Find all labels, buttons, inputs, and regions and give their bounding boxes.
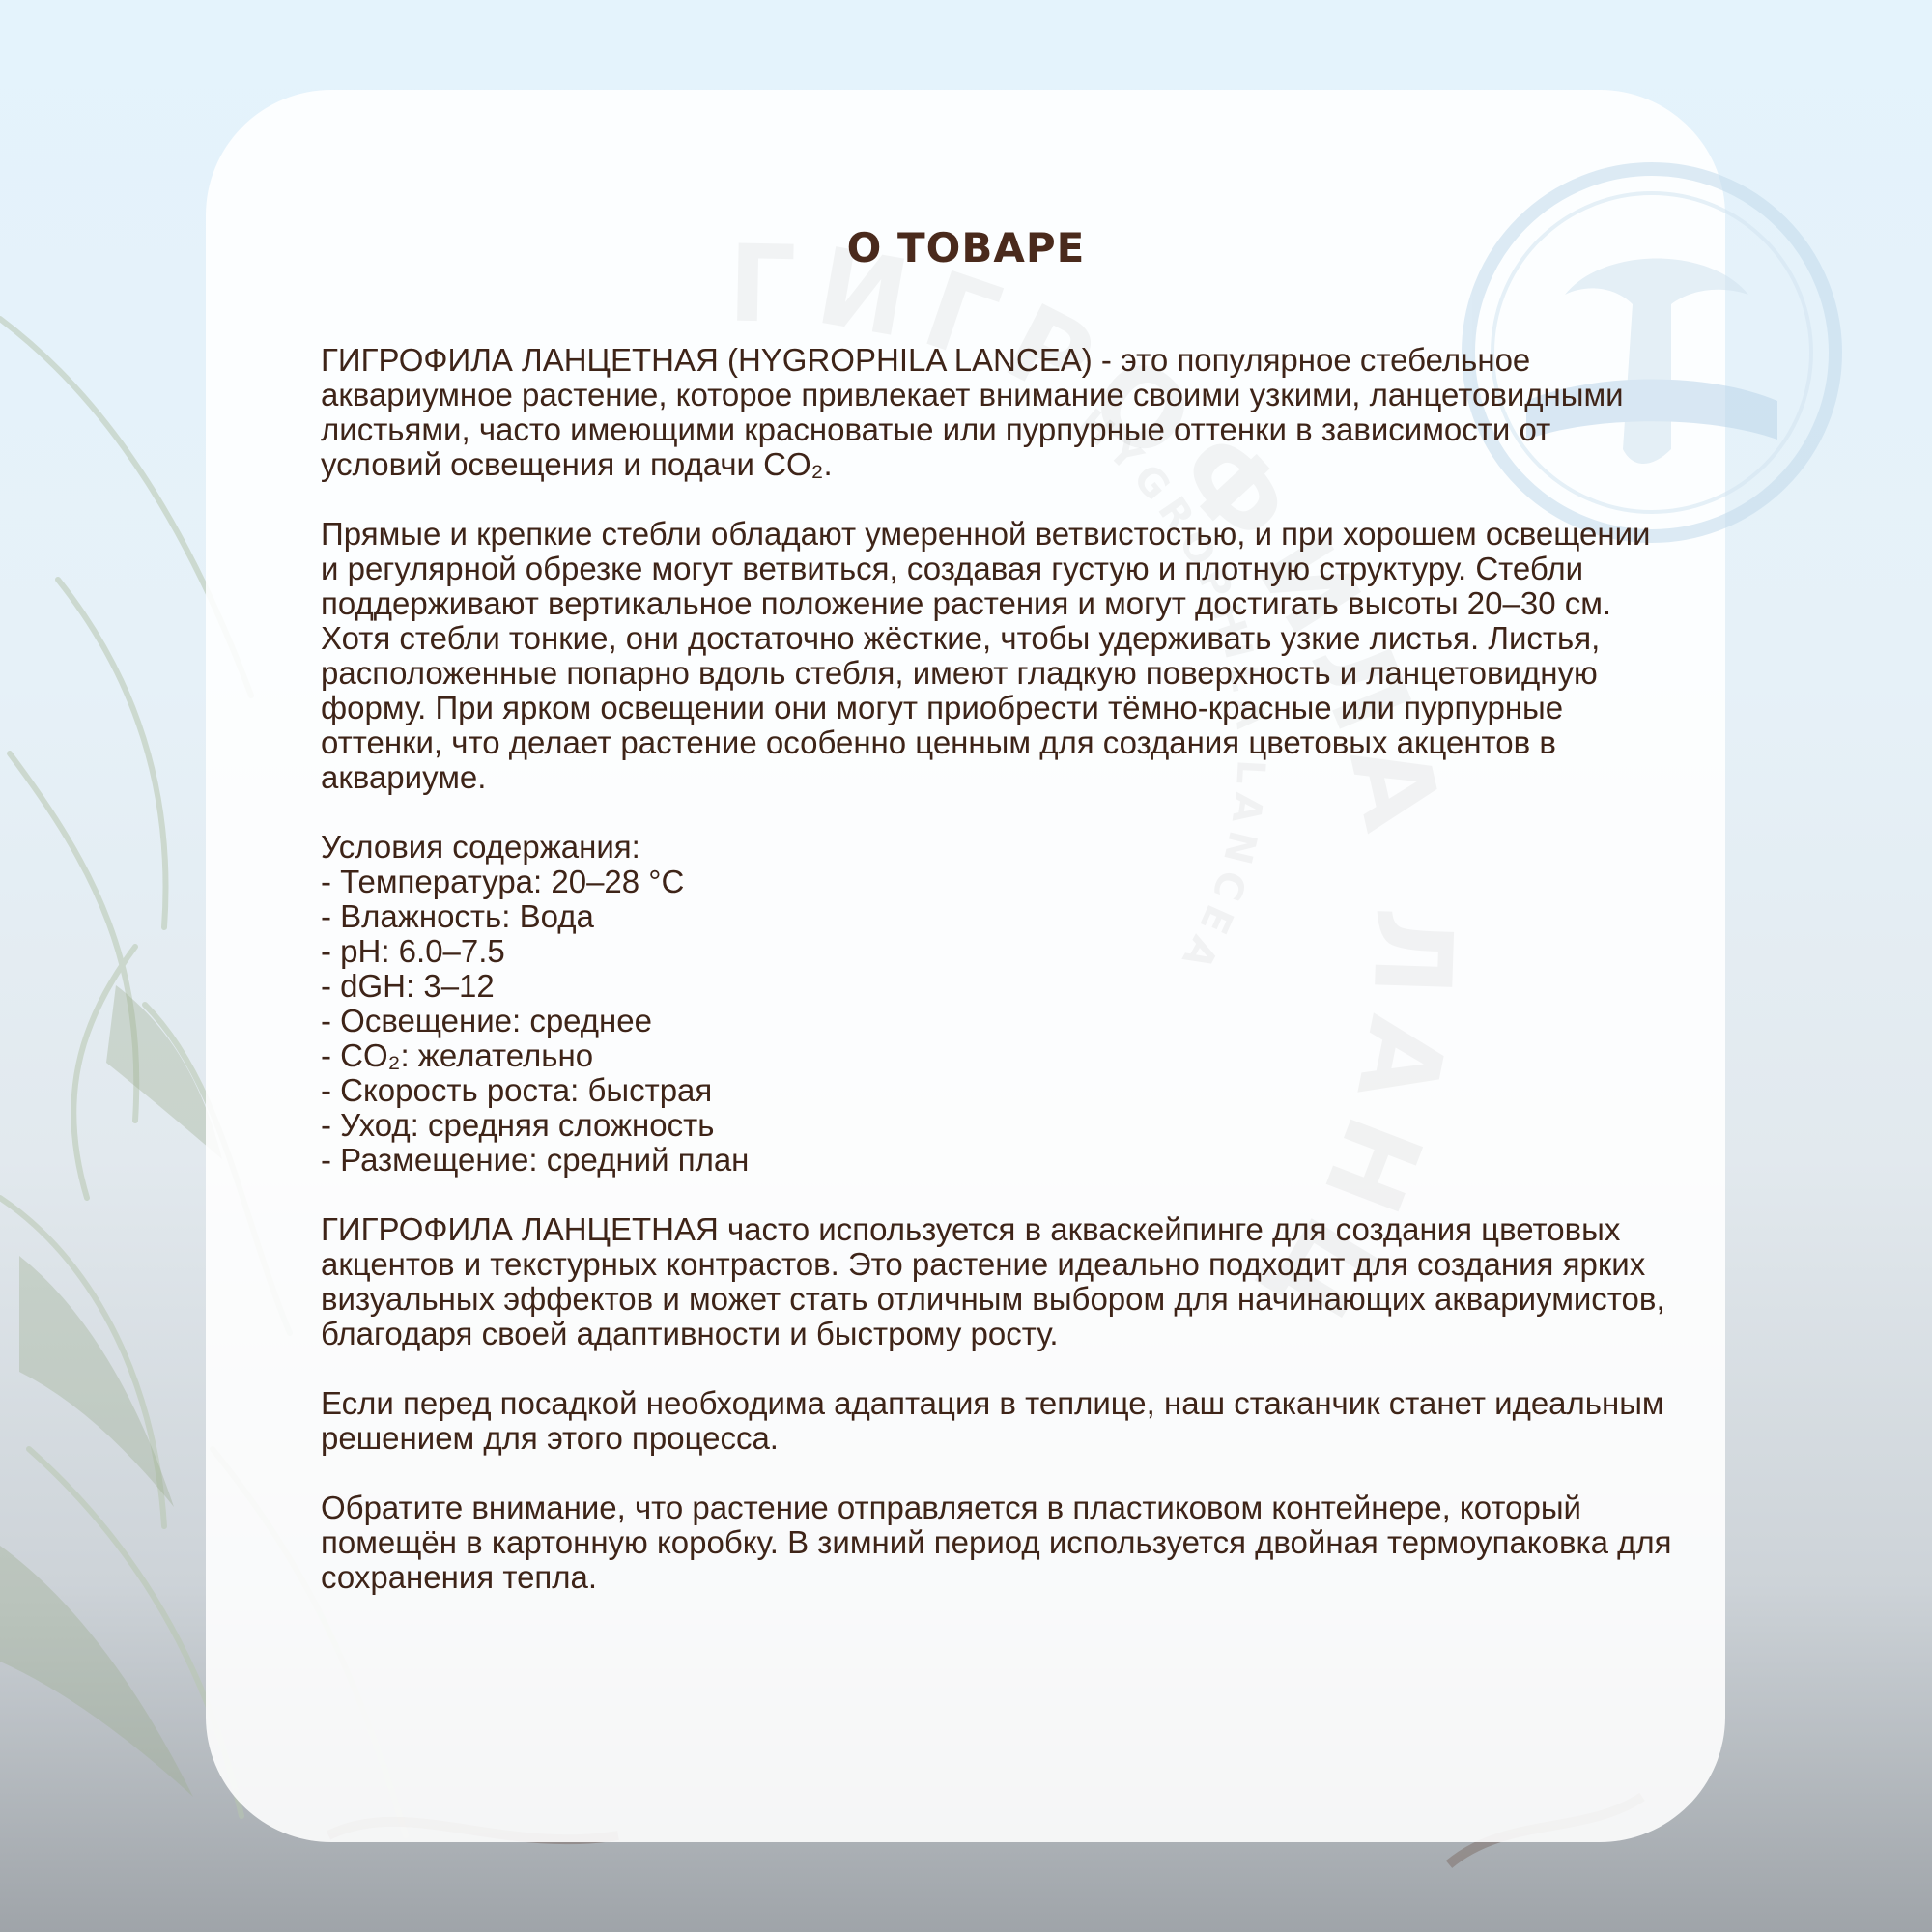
aquascaping-paragraph: ГИГРОФИЛА ЛАНЦЕТНАЯ часто используется в акваскейпинге для создания цветовых акцентов и текстурных контрастов. Это растение идеально подходит для создания ярких визуальных эффектов и может стать отличным выбором для начинающих аквариумистов, благодаря своей адаптивности и быстрому росту.	[321, 1211, 1665, 1351]
page-title: О ТОВАРЕ	[846, 224, 1086, 271]
shipping-paragraph: Обратите внимание, что растение отправляется в пластиковом контейнере, который помещён в картонную коробку. В зимний период используется двойная термоупаковка для сохранения тепла.	[321, 1490, 1672, 1595]
condition-item: - Размещение: средний план	[321, 1142, 750, 1178]
description-content	[321, 343, 1673, 1630]
condition-item: - Влажность: Вода	[321, 898, 594, 934]
conditions-list	[321, 830, 1673, 1178]
condition-item: - pH: 6.0–7.5	[321, 933, 505, 969]
condition-item: - Уход: средняя сложность	[321, 1107, 715, 1143]
condition-item: - Освещение: среднее	[321, 1003, 652, 1038]
intro-paragraph: ГИГРОФИЛА ЛАНЦЕТНАЯ (HYGROPHILA LANCEA) - это популярное стебельное аквариумное растение, которое привлекает внимание своими узкими, ланцетовидными листьями, часто имеющими красноватые или пурпурные оттенки в зависимости от условий освещения и подачи CO₂.	[321, 342, 1624, 482]
condition-item: - CO₂: желательно	[321, 1037, 594, 1073]
condition-item: - dGH: 3–12	[321, 968, 495, 1004]
stems-paragraph: Прямые и крепкие стебли обладают умеренной ветвистостью, и при хорошем освещении и регулярной обрезке могут ветвиться, создавая густую и плотную структуру. Стебли поддерживают вертикальное положение растения и могут достигать высоты 20–30 см. Хотя стебли тонкие, они достаточно жёсткие, чтобы удерживать узкие листья. Листья, расположенные попарно вдоль стебля, имеют гладкую поверхность и ланцетовидную форму. При ярком освещении они могут приобрести тёмно-красные или пурпурные оттенки, что делает растение особенно ценным для создания цветовых акцентов в аквариуме.	[321, 516, 1651, 795]
conditions-heading: Условия содержания:	[321, 829, 640, 865]
adaptation-paragraph: Если перед посадкой необходима адаптация в теплице, наш стаканчик станет идеальным решением для этого процесса.	[321, 1385, 1664, 1456]
condition-item: - Скорость роста: быстрая	[321, 1072, 713, 1108]
condition-item: - Температура: 20–28 °C	[321, 864, 685, 899]
